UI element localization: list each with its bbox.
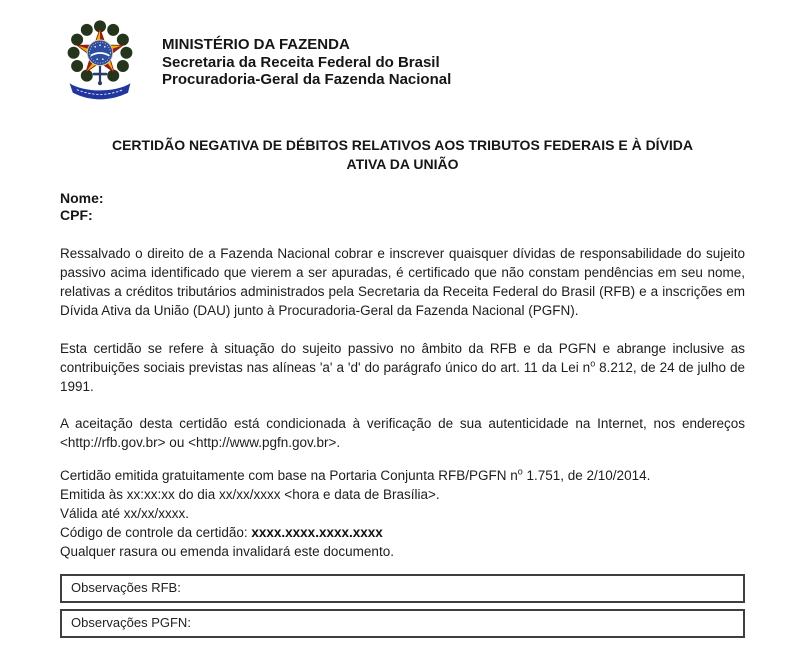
paragraph-scope (60, 339, 745, 396)
attorney-name: Procuradoria-Geral da Fazenda Nacional (162, 71, 452, 88)
subject-block (60, 190, 745, 223)
observations-rfb-box (60, 574, 745, 603)
paragraph-authenticity: A aceitação desta certidão está condicionada à verificação de sua autenticidade na Internet, nos endereços <http://rfb.gov.br> ou <http://www.pgfn.gov.br>. (60, 416, 745, 450)
control-code-label: Código de controle da certidão: (60, 525, 252, 540)
observations-pgfn-box (60, 609, 745, 638)
document-title (60, 136, 745, 174)
org-block (162, 36, 451, 89)
paragraph-scope-text1: Esta certidão se refere à situação do sujeito passivo no âmbito da RFB e da PGFN e abrange inclusive as contribuições sociais previstas nas alíneas 'a' a 'd' do parágrafo único do art. 11 da Lei n (60, 341, 745, 375)
document-title-line2: ATIVA DA UNIÃO (346, 156, 459, 172)
document-header (60, 14, 745, 104)
emission-basis-text2: 1.751, de 2/10/2014. (522, 468, 651, 483)
ordinal-superscript: o (590, 358, 596, 369)
validity-line: Válida até xx/xx/xxxx. (60, 506, 190, 521)
tamper-warning-line: Qualquer rasura ou emenda invalidará este documento. (60, 544, 394, 559)
paragraph-scope-text2: 8.212, de 24 de julho de 1991. (60, 360, 745, 394)
paragraph-reservation: Ressalvado o direito de a Fazenda Nacional cobrar e inscrever quaisquer dívidas de responsabilidade do sujeito passivo acima identificado que vierem a ser apuradas, é certificado que não constam pendências em seu nome, relativas a créditos tributários administrados pela Secretaria da Receita Federal do Brasil (RFB) e a inscrições em Dívida Ativa da União (DAU) junto à Procuradoria-Geral da Fazenda Nacional (PGFN). (60, 246, 745, 318)
control-code-line (60, 523, 745, 542)
secretariat-name: Secretaria da Receita Federal do Brasil (162, 53, 440, 71)
cpf-label: CPF: (60, 206, 93, 223)
document-title-line1: CERTIDÃO NEGATIVA DE DÉBITOS RELATIVOS AOS TRIBUTOS FEDERAIS E À DÍVIDA (111, 137, 694, 153)
brazil-coat-of-arms-icon (60, 16, 140, 104)
control-code-value: xxxx.xxxx.xxxx.xxxx (251, 525, 383, 540)
emission-basis-text1: Certidão emitida gratuitamente com base na Portaria Conjunta RFB/PGFN n (60, 468, 518, 483)
observations-pgfn-label: Observações PGFN: (71, 615, 191, 630)
ministry-name: MINISTÉRIO DA FAZENDA (162, 36, 350, 53)
ribbon (70, 83, 131, 99)
ordinal-superscript: o (517, 466, 523, 477)
emission-block (60, 466, 745, 561)
emission-datetime-line: Emitida às xx:xx:xx do dia xx/xx/xxxx <hora e data de Brasília>. (60, 487, 440, 502)
name-label: Nome: (60, 190, 104, 206)
emission-basis-line (60, 466, 745, 485)
observations-rfb-label: Observações RFB: (71, 580, 181, 595)
